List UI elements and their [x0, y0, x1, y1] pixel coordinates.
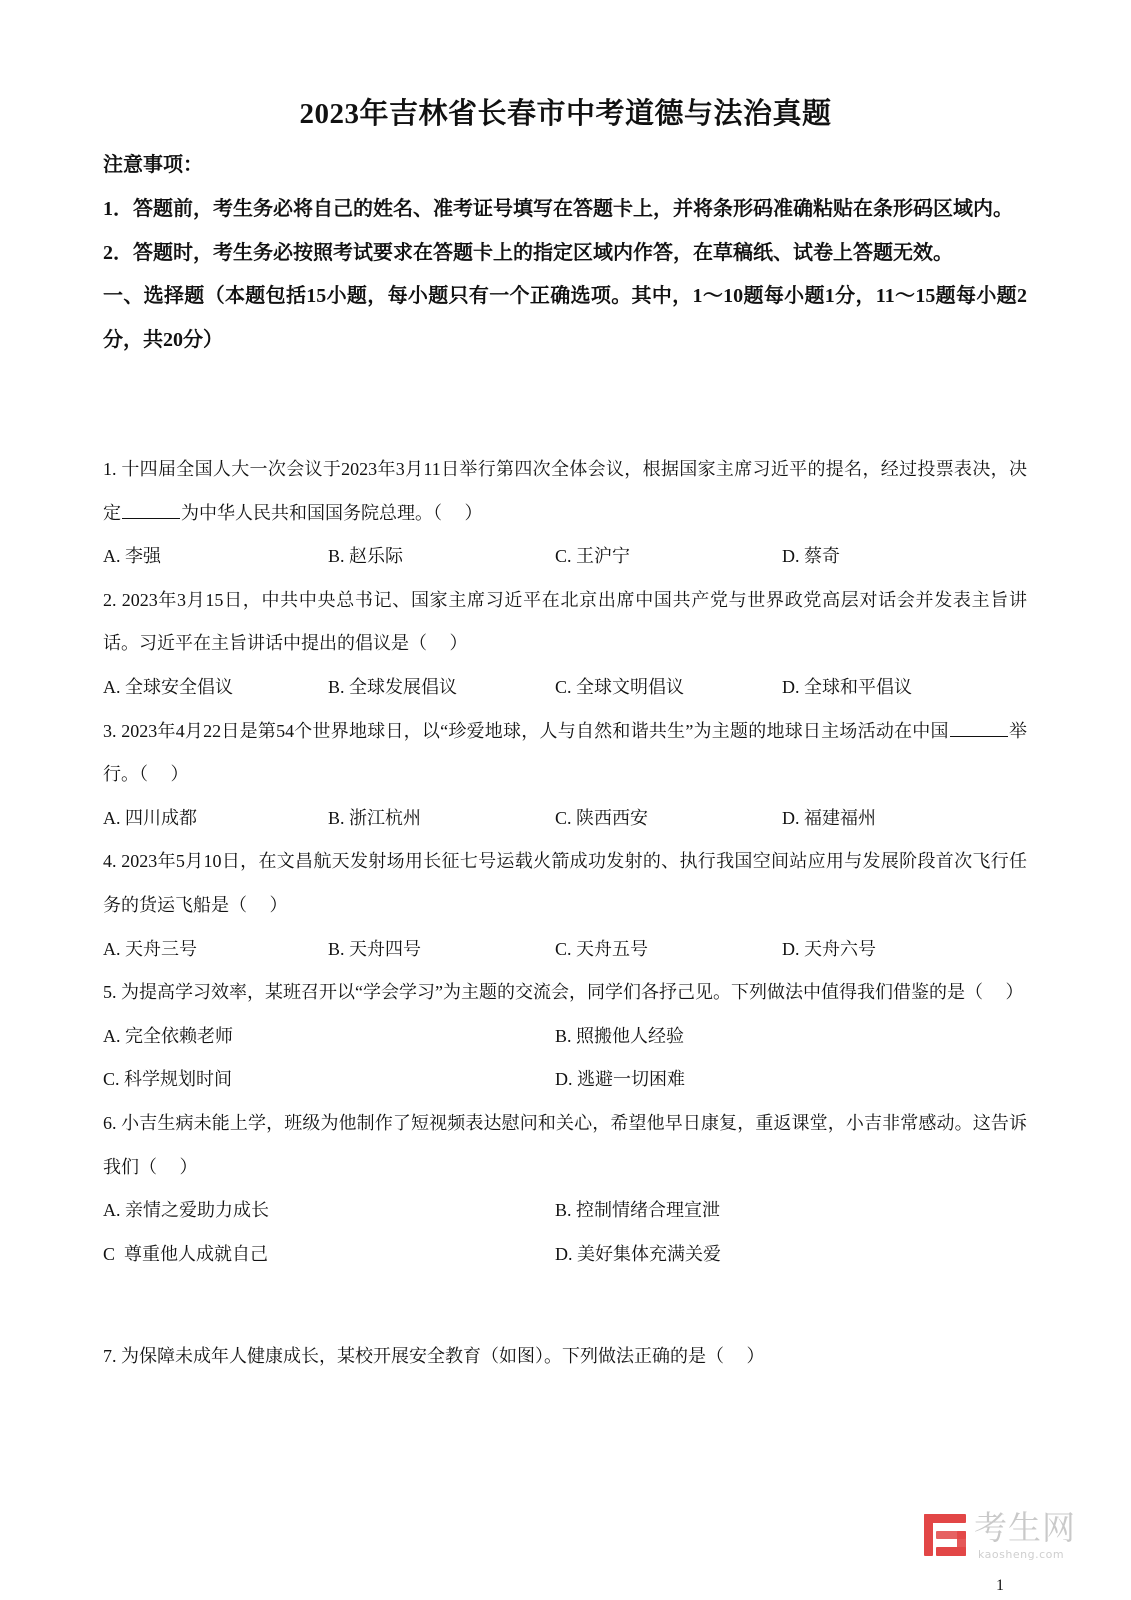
- option-c: C 尊重他人成就自己: [103, 1243, 269, 1264]
- options-grid: [103, 1189, 1027, 1276]
- option-a: A. 全球安全倡议: [103, 676, 233, 697]
- watermark-url: kaosheng.com: [978, 1548, 1065, 1561]
- option-d: D. 福建福州: [782, 807, 876, 828]
- option-b: B. 赵乐际: [328, 546, 404, 567]
- option-d: D. 美好集体充满关爱: [555, 1243, 721, 1264]
- page-number: 1: [996, 1577, 1004, 1594]
- question-stem: [103, 710, 1027, 797]
- question-7-stem: 7. 为保障未成年人健康成长，某校开展安全教育（如图）。下列做法正确的是（ ）: [103, 1346, 765, 1366]
- option-d: D. 全球和平倡议: [782, 676, 912, 697]
- options-grid: [103, 1015, 1027, 1102]
- stem-text: 1. 十四届全国人大一次会议于2023年3月11日举行第四次全体会议，根据国家主席习近平的提名，经过投票表决，决定: [103, 459, 1027, 523]
- option-b: B. 天舟四号: [328, 938, 422, 959]
- answer-blank: [950, 718, 1008, 737]
- question-stem: 5. 为提高学习效率，某班召开以“学会学习”为主题的交流会，同学们各抒己见。下列做法中值得我们借鉴的是（ ）: [103, 982, 1024, 1003]
- option-b: B. 全球发展倡议: [328, 676, 458, 697]
- section-heading: 一、选择题（本题包括15小题，每小题只有一个正确选项。其中，1～10题每小题1分，11～15题每小题2分，共20分）: [103, 285, 1027, 352]
- question-stem: 2. 2023年3月15日，中共中央总书记、国家主席习近平在北京出席中国共产党与世界政党高层对话会并发表主旨讲话。习近平在主旨讲话中提出的倡议是（ ）: [103, 589, 1027, 654]
- site-watermark: [922, 1508, 1102, 1568]
- option-a: A. 完全依赖老师: [103, 1025, 233, 1046]
- options-row: [103, 666, 1027, 710]
- options-row: [103, 928, 1027, 972]
- question-6: [103, 1102, 1027, 1276]
- options-row: [103, 797, 1027, 841]
- option-a: A. 李强: [103, 546, 161, 567]
- options-row: [103, 535, 1027, 579]
- question-4: [103, 840, 1027, 971]
- page-title: 2023年吉林省长春市中考道德与法治真题: [299, 98, 832, 130]
- option-c: C. 王沪宁: [555, 546, 631, 567]
- answer-blank: [122, 500, 180, 519]
- option-d: D. 蔡奇: [782, 546, 840, 567]
- watermark-name: 考生网: [974, 1508, 1076, 1547]
- stem-text: 3. 2023年4月22日是第54个世界地球日，以“珍爱地球，人与自然和谐共生”为主题的地球日主场活动在中国: [103, 720, 949, 741]
- option-c: C. 陕西西安: [555, 807, 649, 828]
- option-c: C. 科学规划时间: [103, 1069, 233, 1090]
- option-a: A. 天舟三号: [103, 938, 197, 959]
- question-stem: 6. 小吉生病未能上学，班级为他制作了短视频表达慰问和关心，希望他早日康复，重返课堂，小吉非常感动。这告诉我们（ ）: [103, 1112, 1027, 1177]
- question-list: [103, 448, 1027, 1276]
- question-3: [103, 710, 1027, 841]
- option-a: A. 四川成都: [103, 807, 197, 828]
- notice-block: [103, 144, 1027, 363]
- logo-bar-right: [957, 1531, 966, 1556]
- notice-heading: 注意事项：: [103, 154, 203, 176]
- logo-bar-left: [924, 1514, 933, 1556]
- notice-item-1: 1．答题前，考生务必将自己的姓名、准考证号填写在答题卡上，并将条形码准确粘贴在条形码区域内。: [103, 197, 1013, 220]
- option-b: B. 浙江杭州: [328, 807, 422, 828]
- stem-text: 为中华人民共和国国务院总理。（ ）: [181, 502, 483, 523]
- option-c: C. 全球文明倡议: [555, 676, 685, 697]
- option-b: B. 照搬他人经验: [555, 1025, 685, 1046]
- option-b: B. 控制情绪合理宣泄: [555, 1200, 721, 1221]
- question-stem: [103, 448, 1027, 535]
- option-d: D. 逃避一切困难: [555, 1069, 685, 1090]
- question-2: [103, 579, 1027, 710]
- question-stem: 4. 2023年5月10日，在文昌航天发射场用长征七号运载火箭成功发射的、执行我国空间站应用与发展阶段首次飞行任务的货运飞船是（ ）: [103, 851, 1027, 915]
- option-a: A. 亲情之爱助力成长: [103, 1200, 269, 1221]
- option-d: D. 天舟六号: [782, 938, 876, 959]
- question-1: [103, 448, 1027, 579]
- logo-icon: [922, 1512, 968, 1558]
- question-5: [103, 971, 1027, 1102]
- notice-item-2: 2．答题时，考生务必按照考试要求在答题卡上的指定区域内作答，在草稿纸、试卷上答题无效。: [103, 241, 953, 264]
- stem-text: 举行。（ ）: [103, 720, 1027, 785]
- option-c: C. 天舟五号: [555, 938, 649, 959]
